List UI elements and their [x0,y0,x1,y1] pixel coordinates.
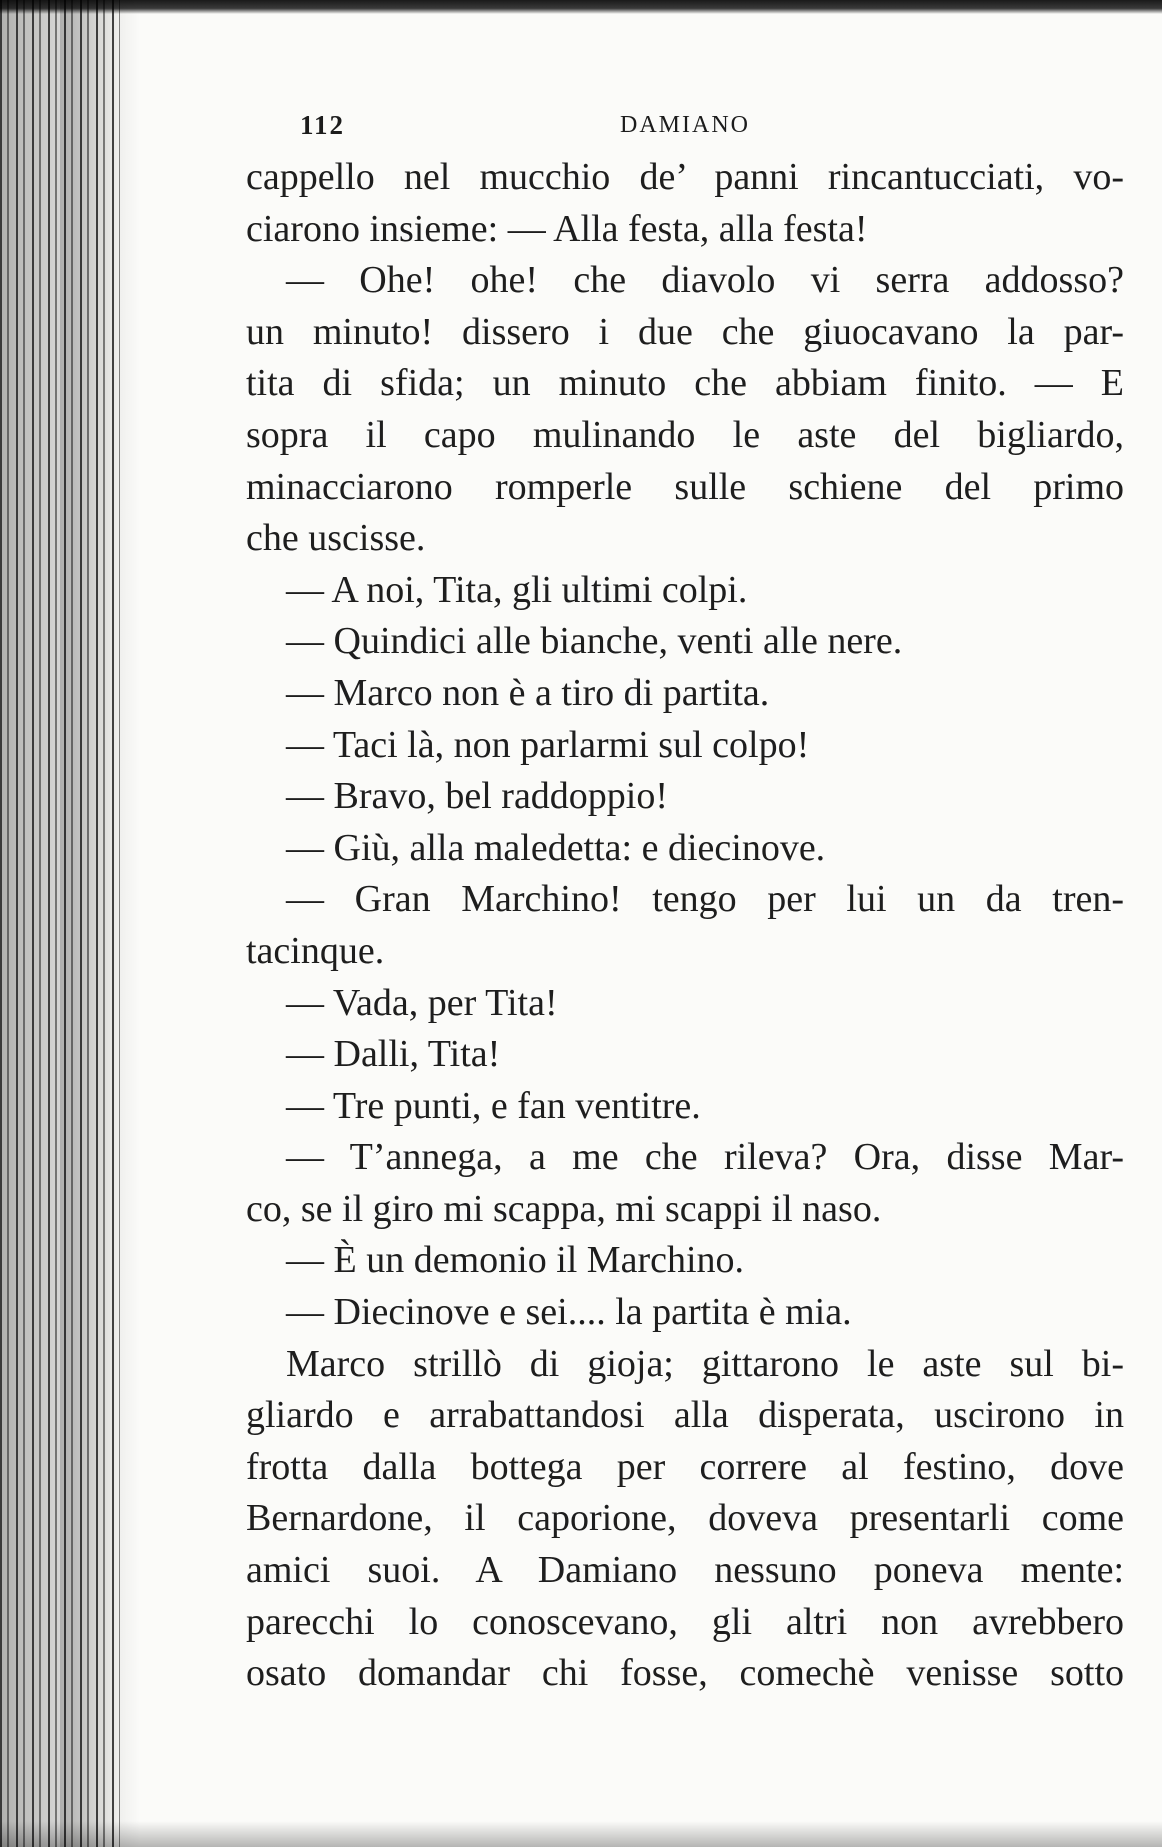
gutter-shadow [60,0,140,1847]
text-line: parecchi lo conoscevano, gli altri non avrebbero [246,1600,1124,1643]
running-title: DAMIANO [620,112,750,138]
page-number: 112 [300,110,346,140]
text-line: Marco strillò di gioja; gittarono le aste sul bi- [286,1342,1124,1385]
text-line: — T’annega, a me che rileva? Ora, disse Mar- [286,1136,1124,1179]
text-line: amici suoi. A Damiano nessuno poneva mente: [246,1549,1124,1592]
text-line: — Ohe! ohe! che diavolo vi serra addosso? [286,259,1124,302]
page-header [300,110,760,150]
body-text [246,152,1124,1700]
text-line: sopra il capo mulinando le aste del bigliardo, [246,413,1124,456]
text-line: cappello nel mucchio de’ panni rincantucciati, vo- [246,156,1124,198]
text-line: tita di sfida; un minuto che abbiam finito. — E [246,362,1124,405]
text-line: — Diecinove e sei.... la partita è mia. [286,1291,852,1334]
text-line: tacinque. [246,929,385,972]
text-line: — A noi, Tita, gli ultimi colpi. [286,568,748,611]
scan-bottom-edge [0,1821,1162,1847]
text-line: frotta dalla bottega per correre al festino, dove [246,1445,1124,1488]
text-line: — Gran Marchino! tengo per lui un da tren- [286,878,1124,921]
text-line: minacciarono romperle sulle schiene del primo [246,465,1124,508]
text-line: co, se il giro mi scappa, mi scappi il naso. [246,1187,882,1230]
text-line: Bernardone, il caporione, doveva presentarli come [246,1497,1124,1540]
text-line: — Quindici alle bianche, venti alle nere. [286,620,903,663]
text-line: ciarono insieme: — Alla festa, alla festa! [246,207,868,250]
text-line: — Tre punti, e fan ventitre. [286,1084,701,1127]
text-line: osato domandar chi fosse, comechè venisse sotto [246,1652,1124,1695]
text-line: — Taci là, non parlarmi sul colpo! [286,723,810,766]
text-line: — Dalli, Tita! [286,1033,501,1076]
text-line: — È un demonio il Marchino. [286,1239,745,1282]
text-line: gliardo e arrabattandosi alla disperata, uscirono in [246,1394,1124,1437]
text-line: — Giù, alla maledetta: e diecinove. [286,826,826,869]
text-line: — Vada, per Tita! [286,981,558,1024]
text-line: che uscisse. [246,517,426,560]
text-line: — Marco non è a tiro di partita. [286,671,770,714]
scan-top-edge [0,0,1162,14]
text-line: — Bravo, bel raddoppio! [286,775,669,818]
text-line: un minuto! dissero i due che giuocavano la par- [246,310,1124,353]
